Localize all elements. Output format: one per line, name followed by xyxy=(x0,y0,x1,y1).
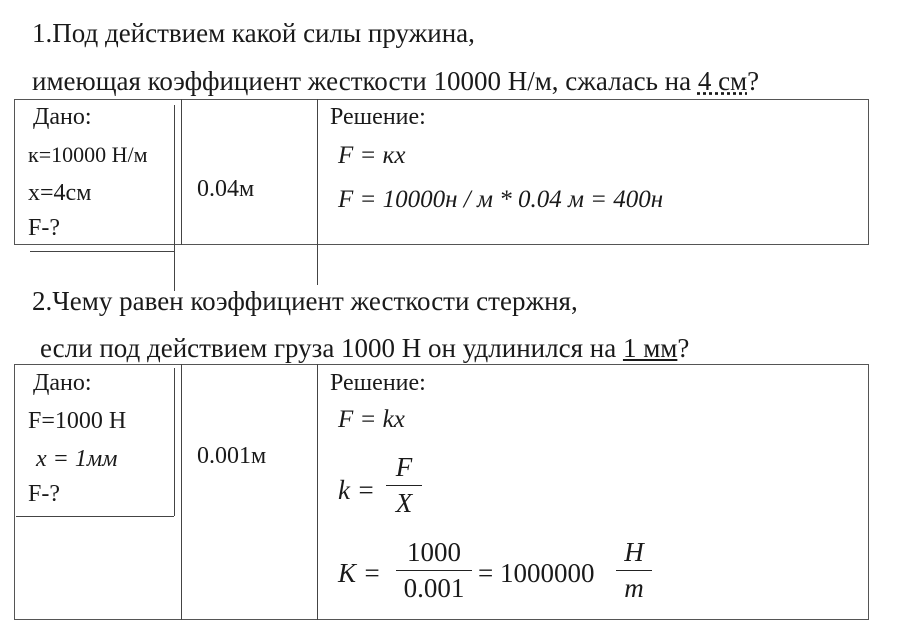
problem2-K-numerator: 1000 xyxy=(407,537,461,567)
problem2-solution-header: Решение: xyxy=(330,370,426,396)
problem2-given-header: Дано: xyxy=(33,370,92,396)
problem2-K-unit-bar xyxy=(616,570,652,571)
problem2-formula-hooke: F = kx xyxy=(338,406,405,433)
problem2-K-unit-fraction xyxy=(616,537,652,604)
problem2-K-fraction-bar xyxy=(396,570,472,571)
problem1-col-divider-2 xyxy=(317,99,318,245)
problem2-k-fraction xyxy=(386,452,422,519)
problem1-compression-value: 4 см xyxy=(697,66,748,96)
problem2-k-denominator: X xyxy=(395,488,413,518)
problem2-given-f: F=1000 Н xyxy=(28,408,127,434)
problem2-K-unit-denominator: m xyxy=(624,573,644,603)
problem1-given-f: F-? xyxy=(28,215,60,241)
problem1-given-x: х=4см xyxy=(28,180,92,206)
problem2-title-line1: 2.Чему равен коэффициент жесткости стержня, xyxy=(32,286,578,316)
problem2-title-line2-text: если под действием груза 1000 Н он удлинился на xyxy=(40,333,623,363)
problem2-given-underline xyxy=(16,516,174,517)
problem2-k-numerator: F xyxy=(395,452,413,482)
problem2-given-x: x = 1мм xyxy=(36,446,118,472)
problem1-solution-header: Решение: xyxy=(330,104,426,130)
problem1-col-divider-1 xyxy=(181,99,182,245)
problem2-si-value: 0.001м xyxy=(197,443,267,469)
problem2-k-lhs: k = xyxy=(338,475,375,505)
problem2-K-unit-numerator: H xyxy=(624,537,644,567)
problem2-question-mark: ? xyxy=(677,333,690,363)
problem2-K-result: = 1000000 xyxy=(478,558,595,588)
problem1-si-value: 0.04м xyxy=(197,176,255,202)
problem2-elongation-value: 1 мм xyxy=(622,333,678,363)
problem1-given-bracket xyxy=(174,105,175,291)
problem2-K-denominator: 0.001 xyxy=(403,573,465,603)
problem2-k-fraction-bar xyxy=(386,485,422,486)
problem1-title-line1: 1.Под действием какой силы пружина, xyxy=(32,18,475,48)
problem1-formula-hooke: F = кх xyxy=(338,142,406,169)
problem1-table xyxy=(14,99,869,245)
problem2-K-fraction xyxy=(396,537,472,604)
problem1-divider-extension xyxy=(317,245,318,285)
problem1-given-underline xyxy=(30,251,174,252)
problem1-formula-calc: F = 10000н / м * 0.04 м = 400н xyxy=(338,186,664,213)
problem2-given-bracket xyxy=(174,368,175,516)
problem1-title-line2 xyxy=(32,66,759,97)
problem2-K-lhs: K = xyxy=(338,558,381,588)
problem1-given-k: к=10000 Н/м xyxy=(28,142,148,167)
problem2-given-question: F-? xyxy=(28,481,60,507)
problem2-col-divider-2 xyxy=(317,364,318,620)
problem2-col-divider-1 xyxy=(181,364,182,620)
problem1-title-line2-text: имеющая коэффициент жесткости 10000 Н/м, сжалась на xyxy=(32,66,698,96)
problem1-question-mark: ? xyxy=(747,66,760,96)
problem2-title-line2 xyxy=(40,333,689,364)
problem1-given-header: Дано: xyxy=(33,104,92,130)
